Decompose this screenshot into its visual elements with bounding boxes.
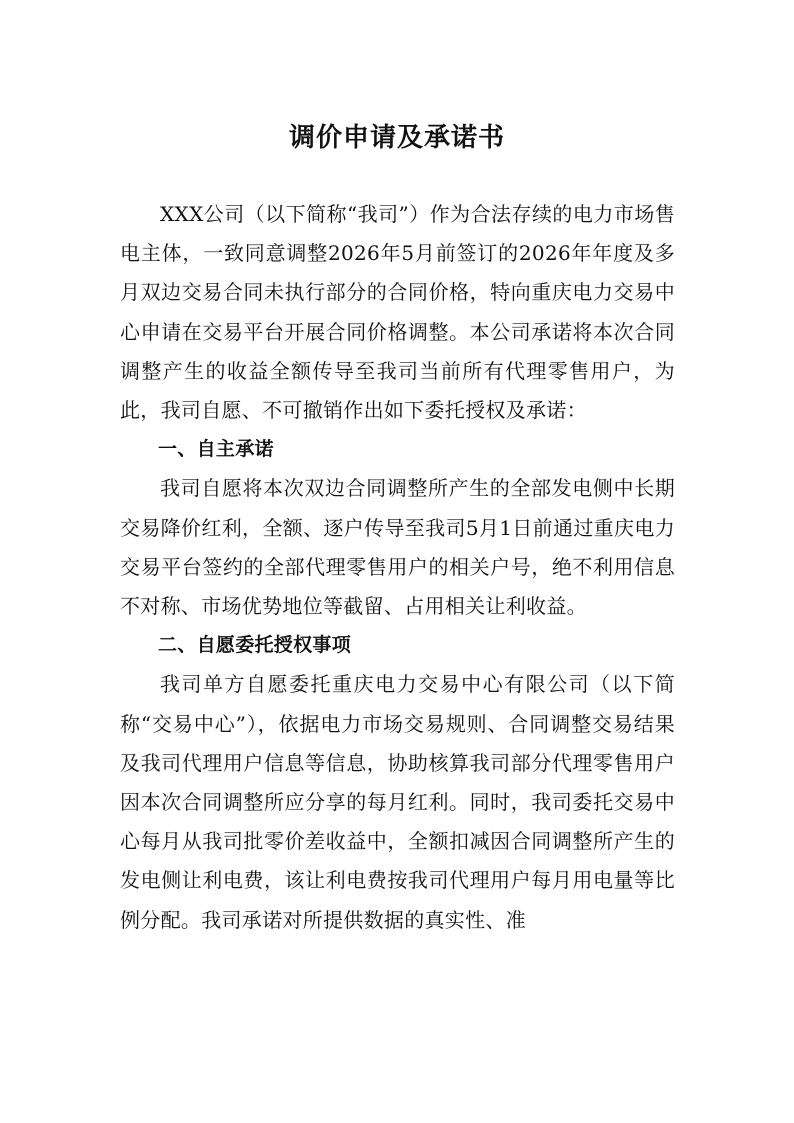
section-2-paragraph: 我司单方自愿委托重庆电力交易中心有限公司（以下简称“交易中心”），依据电力市场交易规则、合同调整交易结果及我司代理用户信息等信息，协助核算我司部分代理零售用户因本次合同调整所应分享的每月红利。同时，我司委托交易中心每月从我司批零价差收益中，全额扣减因合同调整所产生的发电侧让利电费，该让利电费按我司代理用户每月用电量等比例分配。我司承诺对所提供数据的真实性、准 — [120, 672, 675, 932]
section-heading-2: 二、自愿委托授权事项 — [158, 634, 352, 657]
document-title: 调价申请及承诺书 — [288, 123, 505, 153]
section-1-paragraph: 我司自愿将本次双边合同调整所产生的全部发电侧中长期交易降价红利，全额、逐户传导至我司5月1日前通过重庆电力交易平台签约的全部代理零售用户的相关户号，绝不利用信息不对称、市场优势地位等截留、占用相关让利收益。 — [120, 476, 675, 619]
document-body — [120, 195, 675, 940]
section-heading-1: 一、自主承诺 — [158, 438, 274, 461]
intro-paragraph: XXX公司（以下简称“我司”）作为合法存续的电力市场售电主体，一致同意调整2026年5月前签订的2026年年度及多月双边交易合同未执行部分的合同价格，特向重庆电力交易中心申请在交易平台开展合同价格调整。本公司承诺将本次合同调整产生的收益全额传导至我司当前所有代理零售用户，为此，我司自愿、不可撤销作出如下委托授权及承诺： — [120, 202, 675, 423]
